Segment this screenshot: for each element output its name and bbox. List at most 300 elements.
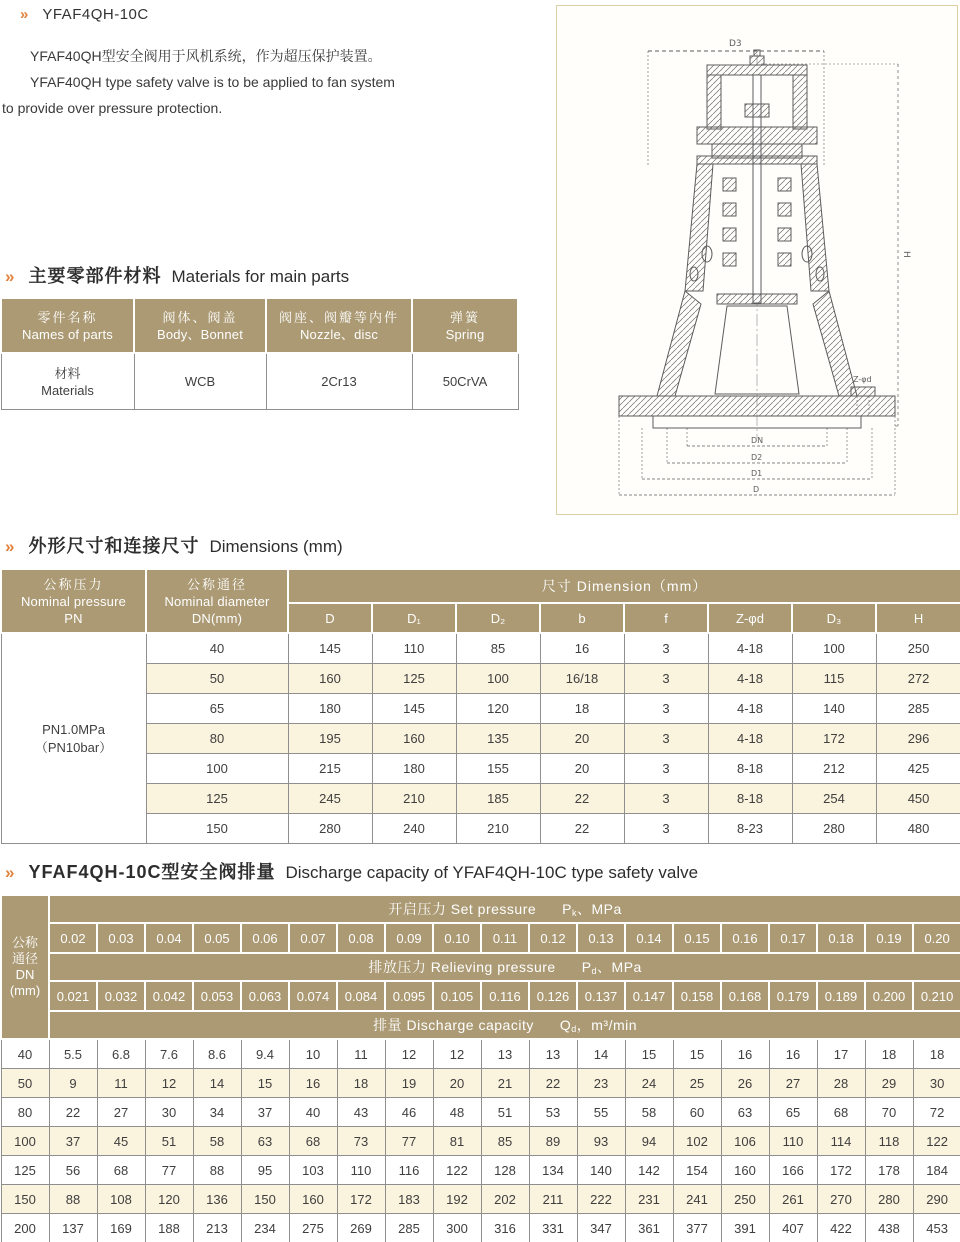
discharge-capacity-value: 142 — [625, 1156, 673, 1185]
discharge-capacity-value: 231 — [625, 1185, 673, 1214]
discharge-capacity-value: 280 — [865, 1185, 913, 1214]
discharge-header-row-relief-values — [1, 981, 960, 1011]
discharge-capacity-value: 134 — [529, 1156, 577, 1185]
discharge-capacity-value: 22 — [49, 1098, 97, 1127]
discharge-capacity-value: 11 — [97, 1069, 145, 1098]
discharge-capacity-value: 192 — [433, 1185, 481, 1214]
set-pressure-value: 0.18 — [817, 923, 865, 953]
dimension-sub-column-header: b — [540, 603, 624, 633]
discharge-capacity-value: 183 — [385, 1185, 433, 1214]
discharge-capacity-value: 81 — [433, 1127, 481, 1156]
dimension-value-cell: 450 — [876, 784, 960, 814]
dimension-value-cell: 100 — [792, 633, 876, 664]
discharge-capacity-value: 68 — [97, 1156, 145, 1185]
dimension-sub-column-header: D₃ — [792, 603, 876, 633]
pn-value-cell: PN1.0MPa （PN10bar） — [1, 633, 146, 844]
discharge-capacity-value: 122 — [433, 1156, 481, 1185]
discharge-capacity-value: 103 — [289, 1156, 337, 1185]
dimension-value-cell: 210 — [372, 784, 456, 814]
discharge-capacity-value: 56 — [49, 1156, 97, 1185]
discharge-capacity-value: 30 — [145, 1098, 193, 1127]
relieving-pressure-band: 排放压力 Relieving pressure $P_d$、MPa — [49, 953, 960, 981]
dn-value-cell: 100 — [1, 1127, 49, 1156]
dimension-value-cell: 20 — [540, 724, 624, 754]
discharge-capacity-value: 16 — [721, 1039, 769, 1069]
dimension-value-cell: 3 — [624, 754, 708, 784]
intro-paragraph-zh: YFAF40QH型安全阀用于风机系统，作为超压保护装置。 — [30, 48, 382, 64]
discharge-capacity-value: 51 — [481, 1098, 529, 1127]
set-pressure-value: 0.16 — [721, 923, 769, 953]
discharge-capacity-value: 88 — [193, 1156, 241, 1185]
discharge-capacity-value: 48 — [433, 1098, 481, 1127]
discharge-capacity-value: 25 — [673, 1069, 721, 1098]
discharge-capacity-value: 46 — [385, 1098, 433, 1127]
discharge-capacity-value: 88 — [49, 1185, 97, 1214]
discharge-capacity-value: 154 — [673, 1156, 721, 1185]
discharge-capacity-value: 68 — [817, 1098, 865, 1127]
discharge-header-row-relief-label — [1, 953, 960, 981]
discharge-capacity-value: 422 — [817, 1214, 865, 1242]
discharge-capacity-value: 21 — [481, 1069, 529, 1098]
discharge-capacity-value: 65 — [769, 1098, 817, 1127]
dn-value-cell: 100 — [146, 754, 288, 784]
dimension-value-cell: 172 — [792, 724, 876, 754]
discharge-heading-en: Discharge capacity of YFAF4QH-10C type safety valve — [285, 863, 699, 882]
discharge-capacity-value: 150 — [241, 1185, 289, 1214]
relieving-pressure-value: 0.116 — [481, 981, 529, 1011]
dimensions-heading-zh: 外形尺寸和连接尺寸 — [28, 536, 200, 556]
set-pressure-value: 0.07 — [289, 923, 337, 953]
discharge-capacity-value: 172 — [817, 1156, 865, 1185]
discharge-header-row-capacity-label — [1, 1011, 960, 1039]
dimension-sub-column-header: D₂ — [456, 603, 540, 633]
discharge-capacity-value: 30 — [913, 1069, 960, 1098]
discharge-capacity-value: 10 — [289, 1039, 337, 1069]
discharge-capacity-value: 438 — [865, 1214, 913, 1242]
discharge-capacity-value: 70 — [865, 1098, 913, 1127]
dimension-value-cell: 285 — [876, 694, 960, 724]
dimension-value-cell: 254 — [792, 784, 876, 814]
materials-header-row — [1, 298, 518, 353]
discharge-heading-zh: YFAF4QH-10C型安全阀排量 — [28, 862, 276, 882]
dimensions-heading — [0, 532, 960, 558]
discharge-capacity-value: 172 — [337, 1185, 385, 1214]
intro-paragraph-en-line1: YFAF40QH type safety valve is to be applied to fan system — [30, 74, 395, 90]
dimension-value-cell: 272 — [876, 664, 960, 694]
discharge-capacity-value: 184 — [913, 1156, 960, 1185]
page-title: YFAF4QH-10C — [42, 6, 149, 23]
drawing-d1-dim-label: D1 — [751, 469, 763, 478]
dimension-sub-column-header: f — [624, 603, 708, 633]
discharge-capacity-value: 15 — [241, 1069, 289, 1098]
discharge-capacity-value: 178 — [865, 1156, 913, 1185]
discharge-heading — [0, 858, 960, 884]
discharge-capacity-value: 6.8 — [97, 1039, 145, 1069]
discharge-capacity-value: 9 — [49, 1069, 97, 1098]
discharge-capacity-value: 93 — [577, 1127, 625, 1156]
chevron-icon: » — [5, 863, 15, 882]
discharge-capacity-value: 63 — [241, 1127, 289, 1156]
drawing-height-dim-label: H — [901, 251, 911, 258]
drawing-box — [556, 5, 958, 515]
relieving-pressure-value: 0.063 — [241, 981, 289, 1011]
relieving-pressure-value: 0.137 — [577, 981, 625, 1011]
discharge-capacity-value: 37 — [241, 1098, 289, 1127]
dimension-value-cell: 3 — [624, 664, 708, 694]
discharge-data-row — [1, 1069, 960, 1098]
dimension-value-cell: 160 — [288, 664, 372, 694]
dimension-value-cell: 120 — [456, 694, 540, 724]
discharge-capacity-value: 110 — [337, 1156, 385, 1185]
dimension-value-cell: 425 — [876, 754, 960, 784]
dimension-value-cell: 245 — [288, 784, 372, 814]
discharge-capacity-value: 331 — [529, 1214, 577, 1242]
materials-data-row — [1, 353, 518, 410]
dn-value-cell: 50 — [1, 1069, 49, 1098]
set-pressure-value: 0.13 — [577, 923, 625, 953]
discharge-capacity-value: 43 — [337, 1098, 385, 1127]
discharge-capacity-value: 391 — [721, 1214, 769, 1242]
discharge-capacity-value: 116 — [385, 1156, 433, 1185]
dimension-value-cell: 115 — [792, 664, 876, 694]
relieving-pressure-value: 0.021 — [49, 981, 97, 1011]
discharge-capacity-value: 9.4 — [241, 1039, 289, 1069]
discharge-data-row — [1, 1214, 960, 1242]
discharge-capacity-value: 270 — [817, 1185, 865, 1214]
dn-value-cell: 200 — [1, 1214, 49, 1242]
chevron-icon: » — [5, 267, 15, 286]
discharge-capacity-value: 202 — [481, 1185, 529, 1214]
discharge-capacity-value: 15 — [673, 1039, 721, 1069]
dimension-sub-column-header: D — [288, 603, 372, 633]
materials-col-header: 弹簧 Spring — [412, 298, 518, 353]
dimension-value-cell: 185 — [456, 784, 540, 814]
relieving-pressure-value: 0.084 — [337, 981, 385, 1011]
dimension-value-cell: 4-18 — [708, 633, 792, 664]
discharge-capacity-value: 11 — [337, 1039, 385, 1069]
discharge-capacity-value: 40 — [289, 1098, 337, 1127]
discharge-capacity-value: 122 — [913, 1127, 960, 1156]
materials-heading-zh: 主要零部件材料 — [28, 266, 162, 286]
set-pressure-value: 0.17 — [769, 923, 817, 953]
dimension-sub-column-header: H — [876, 603, 960, 633]
dimension-value-cell: 22 — [540, 814, 624, 844]
discharge-capacity-value: 110 — [769, 1127, 817, 1156]
discharge-capacity-value: 29 — [865, 1069, 913, 1098]
intro-paragraph-en-line2: to provide over pressure protection. — [2, 100, 223, 116]
dimension-value-cell: 8-23 — [708, 814, 792, 844]
discharge-capacity-value: 19 — [385, 1069, 433, 1098]
material-value: 50CrVA — [412, 353, 518, 410]
discharge-capacity-value: 15 — [625, 1039, 673, 1069]
discharge-capacity-value: 16 — [289, 1069, 337, 1098]
set-pressure-value: 0.08 — [337, 923, 385, 953]
dn-value-cell: 150 — [1, 1185, 49, 1214]
materials-table — [0, 297, 519, 410]
discharge-capacity-value: 106 — [721, 1127, 769, 1156]
discharge-data-row — [1, 1156, 960, 1185]
discharge-capacity-value: 114 — [817, 1127, 865, 1156]
discharge-data-row — [1, 1039, 960, 1069]
pn-column-header: 公称压力 Nominal pressure PN — [1, 569, 146, 633]
relieving-pressure-value: 0.210 — [913, 981, 960, 1011]
relieving-pressure-value: 0.105 — [433, 981, 481, 1011]
discharge-capacity-value: 37 — [49, 1127, 97, 1156]
valve-technical-drawing — [557, 6, 957, 514]
discharge-data-row — [1, 1127, 960, 1156]
discharge-capacity-value: 73 — [337, 1127, 385, 1156]
discharge-capacity-value: 95 — [241, 1156, 289, 1185]
dimension-value-cell: 8-18 — [708, 784, 792, 814]
discharge-capacity-value: 53 — [529, 1098, 577, 1127]
relieving-pressure-value: 0.053 — [193, 981, 241, 1011]
set-pressure-value: 0.15 — [673, 923, 721, 953]
discharge-capacity-value: 234 — [241, 1214, 289, 1242]
discharge-capacity-value: 316 — [481, 1214, 529, 1242]
dimension-value-cell: 480 — [876, 814, 960, 844]
discharge-capacity-value: 407 — [769, 1214, 817, 1242]
discharge-capacity-value: 58 — [193, 1127, 241, 1156]
set-pressure-value: 0.05 — [193, 923, 241, 953]
discharge-capacity-value: 120 — [145, 1185, 193, 1214]
discharge-capacity-value: 347 — [577, 1214, 625, 1242]
discharge-capacity-value: 8.6 — [193, 1039, 241, 1069]
set-pressure-value: 0.20 — [913, 923, 960, 953]
dn-column-header: 公称通径 Nominal diameter DN(mm) — [146, 569, 288, 633]
discharge-capacity-value: 250 — [721, 1185, 769, 1214]
dimension-value-cell: 280 — [288, 814, 372, 844]
materials-col-header: 阀座、阀瓣等内件 Nozzle、disc — [266, 298, 412, 353]
dimensions-heading-en: Dimensions (mm) — [209, 537, 343, 556]
dimension-value-cell: 85 — [456, 633, 540, 664]
dn-value-cell: 80 — [1, 1098, 49, 1127]
discharge-capacity-value: 12 — [145, 1069, 193, 1098]
set-pressure-value: 0.06 — [241, 923, 289, 953]
discharge-capacity-value: 285 — [385, 1214, 433, 1242]
relieving-pressure-value: 0.158 — [673, 981, 721, 1011]
discharge-capacity-value: 377 — [673, 1214, 721, 1242]
set-pressure-value: 0.10 — [433, 923, 481, 953]
dimension-value-cell: 280 — [792, 814, 876, 844]
dimension-value-cell: 18 — [540, 694, 624, 724]
dn-value-cell: 50 — [146, 664, 288, 694]
dn-column-header: 公称 通径 DN (mm) — [1, 895, 49, 1039]
chevron-icon: » — [5, 537, 15, 556]
discharge-capacity-value: 213 — [193, 1214, 241, 1242]
materials-section — [0, 262, 548, 410]
discharge-capacity-value: 24 — [625, 1069, 673, 1098]
discharge-capacity-value: 77 — [145, 1156, 193, 1185]
discharge-capacity-value: 166 — [769, 1156, 817, 1185]
discharge-header-row-set-values — [1, 923, 960, 953]
discharge-capacity-value: 13 — [481, 1039, 529, 1069]
dimension-value-cell: 212 — [792, 754, 876, 784]
dn-value-cell: 125 — [1, 1156, 49, 1185]
discharge-capacity-value: 17 — [817, 1039, 865, 1069]
dimensions-table — [0, 568, 960, 844]
dimension-value-cell: 210 — [456, 814, 540, 844]
dn-value-cell: 80 — [146, 724, 288, 754]
discharge-capacity-value: 27 — [769, 1069, 817, 1098]
set-pressure-value: 0.12 — [529, 923, 577, 953]
discharge-capacity-value: 361 — [625, 1214, 673, 1242]
dimension-value-cell: 3 — [624, 694, 708, 724]
discharge-capacity-value: 269 — [337, 1214, 385, 1242]
discharge-capacity-value: 160 — [289, 1185, 337, 1214]
discharge-capacity-value: 13 — [529, 1039, 577, 1069]
dimension-value-cell: 110 — [372, 633, 456, 664]
relieving-pressure-value: 0.179 — [769, 981, 817, 1011]
dimension-value-cell: 145 — [288, 633, 372, 664]
relieving-pressure-value: 0.126 — [529, 981, 577, 1011]
dimension-value-cell: 16/18 — [540, 664, 624, 694]
discharge-capacity-value: 5.5 — [49, 1039, 97, 1069]
discharge-capacity-value: 140 — [577, 1156, 625, 1185]
discharge-capacity-value: 169 — [97, 1214, 145, 1242]
dimension-value-cell: 20 — [540, 754, 624, 784]
discharge-capacity-value: 28 — [817, 1069, 865, 1098]
discharge-capacity-value: 12 — [385, 1039, 433, 1069]
discharge-capacity-value: 108 — [97, 1185, 145, 1214]
discharge-capacity-value: 23 — [577, 1069, 625, 1098]
relieving-pressure-value: 0.074 — [289, 981, 337, 1011]
discharge-capacity-value: 261 — [769, 1185, 817, 1214]
discharge-capacity-value: 72 — [913, 1098, 960, 1127]
dimension-value-cell: 100 — [456, 664, 540, 694]
discharge-capacity-value: 290 — [913, 1185, 960, 1214]
discharge-capacity-value: 7.6 — [145, 1039, 193, 1069]
dimension-value-cell: 296 — [876, 724, 960, 754]
set-pressure-value: 0.02 — [49, 923, 97, 953]
set-pressure-value: 0.19 — [865, 923, 913, 953]
dimension-value-cell: 180 — [288, 694, 372, 724]
chevron-icon: » — [20, 6, 29, 23]
relieving-pressure-value: 0.042 — [145, 981, 193, 1011]
discharge-section — [0, 858, 960, 1242]
discharge-capacity-value: 55 — [577, 1098, 625, 1127]
dimension-value-cell: 125 — [372, 664, 456, 694]
discharge-capacity-value: 18 — [337, 1069, 385, 1098]
discharge-capacity-value: 58 — [625, 1098, 673, 1127]
discharge-capacity-value: 300 — [433, 1214, 481, 1242]
discharge-capacity-value: 34 — [193, 1098, 241, 1127]
discharge-capacity-value: 63 — [721, 1098, 769, 1127]
dimension-value-cell: 250 — [876, 633, 960, 664]
relieving-pressure-value: 0.032 — [97, 981, 145, 1011]
dimension-sub-column-header: D₁ — [372, 603, 456, 633]
dimension-value-cell: 160 — [372, 724, 456, 754]
discharge-capacity-value: 275 — [289, 1214, 337, 1242]
discharge-capacity-value: 60 — [673, 1098, 721, 1127]
discharge-capacity-value: 20 — [433, 1069, 481, 1098]
discharge-capacity-value: 27 — [97, 1098, 145, 1127]
discharge-capacity-value: 222 — [577, 1185, 625, 1214]
dimensions-header-row-1 — [1, 569, 960, 603]
discharge-capacity-value: 18 — [865, 1039, 913, 1069]
set-pressure-value: 0.04 — [145, 923, 193, 953]
discharge-capacity-value: 94 — [625, 1127, 673, 1156]
discharge-data-row — [1, 1098, 960, 1127]
dn-value-cell: 65 — [146, 694, 288, 724]
materials-col-header: 零件名称 Names of parts — [1, 298, 134, 353]
discharge-data-row — [1, 1185, 960, 1214]
dimension-value-cell: 4-18 — [708, 694, 792, 724]
drawing-dn-dim-label: DN — [751, 436, 764, 445]
discharge-capacity-value: 22 — [529, 1069, 577, 1098]
discharge-capacity-value: 136 — [193, 1185, 241, 1214]
relieving-pressure-value: 0.200 — [865, 981, 913, 1011]
dimension-value-cell: 8-18 — [708, 754, 792, 784]
dimension-value-cell: 240 — [372, 814, 456, 844]
material-value: 2Cr13 — [266, 353, 412, 410]
set-pressure-value: 0.09 — [385, 923, 433, 953]
discharge-capacity-value: 241 — [673, 1185, 721, 1214]
discharge-capacity-value: 77 — [385, 1127, 433, 1156]
dimension-value-cell: 140 — [792, 694, 876, 724]
set-pressure-value: 0.11 — [481, 923, 529, 953]
discharge-capacity-value: 453 — [913, 1214, 960, 1242]
dimension-value-cell: 180 — [372, 754, 456, 784]
dimension-value-cell: 195 — [288, 724, 372, 754]
title-row — [0, 6, 548, 23]
set-pressure-value: 0.03 — [97, 923, 145, 953]
dimension-value-cell: 3 — [624, 814, 708, 844]
discharge-capacity-value: 51 — [145, 1127, 193, 1156]
materials-row-label: 材料 Materials — [1, 353, 134, 410]
discharge-capacity-value: 211 — [529, 1185, 577, 1214]
dn-value-cell: 150 — [146, 814, 288, 844]
materials-heading — [0, 262, 548, 288]
dimension-value-cell: 16 — [540, 633, 624, 664]
discharge-table — [0, 894, 960, 1242]
discharge-capacity-value: 18 — [913, 1039, 960, 1069]
discharge-capacity-value: 128 — [481, 1156, 529, 1185]
drawing-top-dim-label: D3 — [729, 39, 742, 49]
dimension-value-cell: 135 — [456, 724, 540, 754]
discharge-capacity-value: 26 — [721, 1069, 769, 1098]
discharge-capacity-value: 68 — [289, 1127, 337, 1156]
dimension-value-cell: 4-18 — [708, 664, 792, 694]
dimensions-section — [0, 532, 960, 844]
relieving-pressure-value: 0.147 — [625, 981, 673, 1011]
discharge-capacity-value: 16 — [769, 1039, 817, 1069]
discharge-capacity-value: 14 — [193, 1069, 241, 1098]
set-pressure-band: 开启压力 Set pressure $P_k$、MPa — [49, 895, 960, 923]
dimension-value-cell: 4-18 — [708, 724, 792, 754]
discharge-header-row-set-label — [1, 895, 960, 923]
dimensions-data-row — [1, 633, 960, 664]
dn-value-cell: 40 — [1, 1039, 49, 1069]
dimension-value-cell: 22 — [540, 784, 624, 814]
intro-section — [0, 6, 548, 121]
discharge-capacity-value: 85 — [481, 1127, 529, 1156]
discharge-capacity-value: 188 — [145, 1214, 193, 1242]
set-pressure-value: 0.14 — [625, 923, 673, 953]
discharge-capacity-value: 118 — [865, 1127, 913, 1156]
materials-heading-en: Materials for main parts — [171, 267, 350, 286]
discharge-capacity-value: 137 — [49, 1214, 97, 1242]
relieving-pressure-value: 0.095 — [385, 981, 433, 1011]
discharge-capacity-band: 排量 Discharge capacity $Q_d$，m³/min — [49, 1011, 960, 1039]
dimension-value-cell: 145 — [372, 694, 456, 724]
dn-value-cell: 125 — [146, 784, 288, 814]
discharge-capacity-value: 160 — [721, 1156, 769, 1185]
discharge-capacity-value: 14 — [577, 1039, 625, 1069]
discharge-capacity-value: 45 — [97, 1127, 145, 1156]
relieving-pressure-value: 0.168 — [721, 981, 769, 1011]
dimension-span-header: 尺寸 Dimension（mm） — [288, 569, 960, 603]
dimension-sub-column-header: Z-φd — [708, 603, 792, 633]
